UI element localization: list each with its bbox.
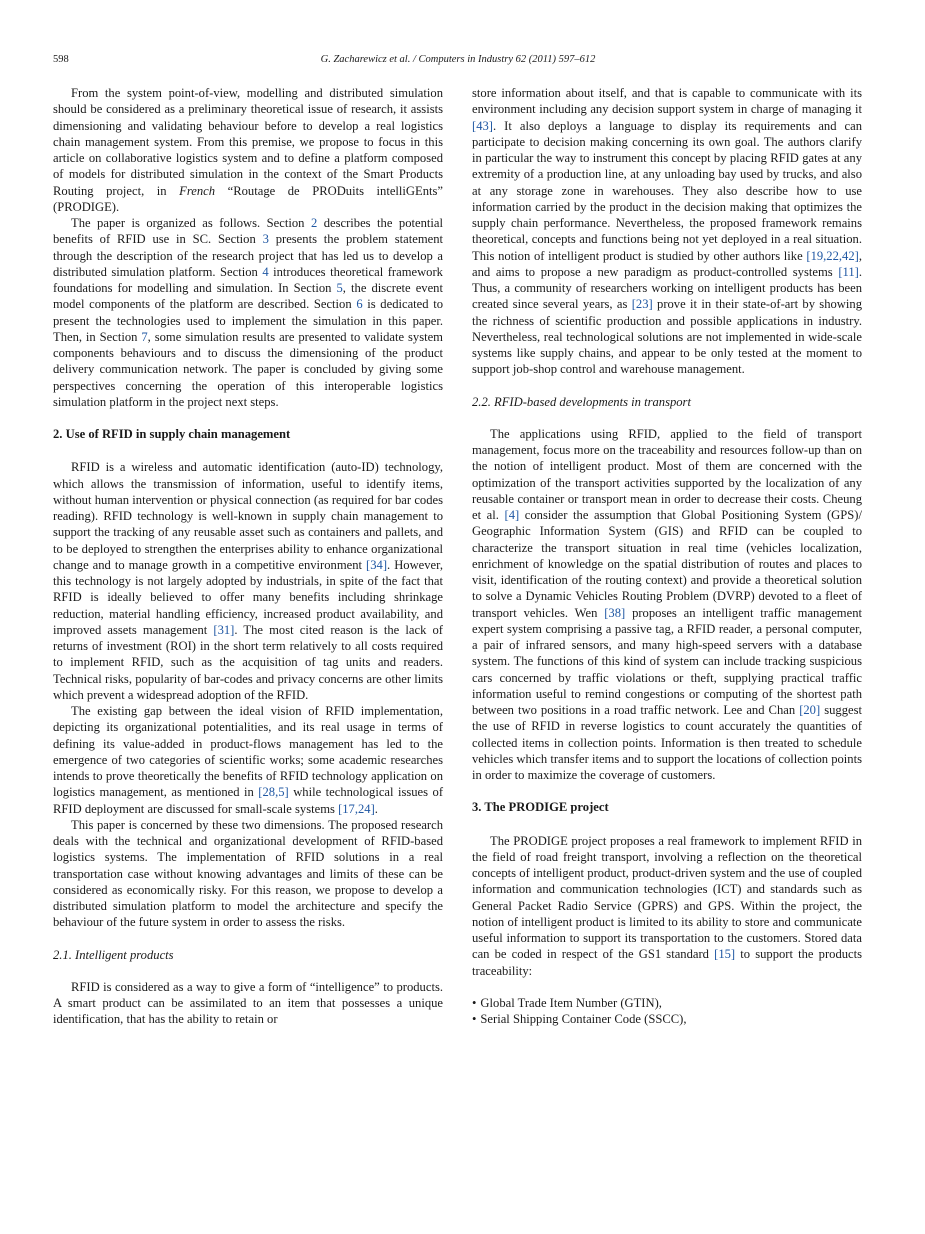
subsection-heading: 2.1. Intelligent products bbox=[53, 947, 174, 962]
paragraph: The existing gap between the ideal vision of RFID implementation, depicting its organizational potentialities, and its real usage in terms of defining its value-added in product-flows management has led to the emergence of two categories of scientific works; some academic researches intends to prove theoretically the benefits of RFID technology application on logistics management, as mentioned in [28,5] while technological issues of RFID deployment are discussed for small-scale systems [17,24]. bbox=[53, 704, 444, 816]
citation-link[interactable]: [20] bbox=[799, 703, 821, 717]
citation-link[interactable]: [17,24] bbox=[338, 801, 375, 816]
paragraph: From the system point-of-view, modelling and distributed simulation should be considered as a preliminary theoretical issue of research, it assists dimensioning and validating behaviour before to develop a real logistics chain management system. From this premise, we propose to focus in this article on collaborative logistics system and to define a platform composed of models for distributed simulation in the context of the Smart Products Routing project, in French “Routage de PRODuits intelliGEnts” (PRODIGE). bbox=[53, 86, 443, 214]
citation-link[interactable]: [28,5] bbox=[258, 785, 289, 800]
paragraph: RFID is considered as a way to give a form of “intelligence” to products. A smart product can be assimilated to an item that possesses a unique identification, that has the ability to retain or bbox=[53, 979, 443, 1027]
citation-link[interactable]: [23] bbox=[631, 297, 653, 312]
citation-link[interactable]: [34] bbox=[366, 557, 388, 572]
citation-link[interactable]: [19,22,42] bbox=[806, 248, 859, 263]
section-link[interactable]: 6 bbox=[356, 297, 363, 312]
citation-link[interactable]: [15] bbox=[714, 947, 736, 962]
page-number: 598 bbox=[53, 54, 69, 65]
citation-link[interactable]: [4] bbox=[504, 508, 520, 522]
paragraph: The PRODIGE project proposes a real framework to implement RFID in the field of road freight transport, involving a reflection on the theoretical concepts of intelligent product, product-driven system and the use of coupled information and communication technologies (ICT) and standards such as General Packet Radio Service (GPRS) and GPS. Within the project, the notion of intelligent product is limited to its ability to store and communicate useful information to support its transportation to the customers. Stored data can be coded in respect of the GS1 standard [15] to support the products traceability: bbox=[472, 833, 863, 978]
citation-link[interactable]: [43] bbox=[472, 118, 493, 133]
list-item: • Serial Shipping Container Code (SSCC), bbox=[472, 1011, 862, 1027]
paragraph: store information about itself, and that is capable to communicate with its environment including any decision support system in charge of managing it [43]. It also deploys a language to display its requirements and can participate to decision making concerning its own goal. The authors clarify in particular the way to instrument this concept by placing RFID gates at any extremity of a production line, at any unloading bay used by trucks, and also at any storage zone in warehouses. They also describe how to use information carried by the product in the decision making that optimizes the supply chain performance. Nevertheless, the proposed framework remains theoretical, concepts and functions being not yet deployed in a real situation. This notion of intelligent product is studied by other authors like [19,22,42], and aims to propose a new paradigm as product-controlled systems [11]. Thus, a community of researchers working on intelligent products has been created since several years, as [23] prove it in their state-of-art by showing the richness of scientific production and possible applications in industry. Nevertheless, real technological solutions are not implemented in wide-scale systems like supply chains, and appear to be only tested at the moment to support job-shop control and warehouse management. bbox=[472, 86, 862, 377]
left-column bbox=[53, 85, 443, 1028]
section-link[interactable]: 3 bbox=[262, 232, 269, 247]
bullet-list bbox=[472, 995, 862, 1028]
right-column bbox=[472, 85, 862, 1027]
section-link[interactable]: 7 bbox=[141, 329, 148, 344]
citation-link[interactable]: [11] bbox=[838, 264, 859, 279]
paragraph: RFID is a wireless and automatic identification (auto-ID) technology, which allows the transmission of information, useful to identify items, without human intervention or physical connection (as required for bar codes reading). RFID technology is well-known in supply chain management to support the tracking of any reusable asset such as containers and pallets, and to be deployed to strengthen the enterprises ability to enhance organizational change and to manage growth in a competitive environment [34]. However, this technology is not largely adopted by industrials, in spite of the fact that RFID is ideally believed to offer many benefits including shrinkage reduction, material handling efficiency, increased product availability, and improved assets management [31]. The most cited reason is the lack of returns of investment (ROI) in the short term relatively to all costs required to implement RFID, such as the acquisition of tag units and readers. Technical risks, popularity of bar-codes and privacy concerns are other limits which prevent a widespread adoption of the RFID. bbox=[53, 460, 443, 702]
page-header bbox=[53, 54, 863, 70]
paragraph: The applications using RFID, applied to the field of transport management, focus more on the traceability and resources follow-up than on the notion of intelligent product. Most of them are concerned with the optimization of the transport activities supported by the localization of any reusable container or transport mean in order to decrease their costs. Cheung et al. [4] consider the assumption that Global Positioning System (GPS)/ Geographic Information System (GIS) and RFID can be coupled to characterize the transport situation in real time (vehicles localization, enrichment of knowledge on the spatial distribution of routes and places to visit, identification of the routing context) and provide a theoretical solution to solve a Dynamic Vehicles Routing Problem (DVRP) devoted to a fleet of transport vehicles. Wen [38] proposes an intelligent traffic management expert system comprising a passive tag, a RFID reader, a personal computer, a pair of infrared sensors, and many high-speed servers with a database system. The functions of this kind of system can include tracking suspicious cars concerned by traffic violations or theft, supplying practical traffic information useful to remind congestions or computing of the shortest path between two positions in a road traffic network. Lee and Chan [20] suggest the use of RFID in reverse logistics to count accurately the quantities of collected items in collection points. Information is then treated to schedule vehicles which transfer items and to support the locations of collection points in order to maximize the coverage of customers. bbox=[472, 426, 862, 782]
section-link[interactable]: 5 bbox=[336, 281, 343, 295]
section-heading: 3. The PRODIGE project bbox=[472, 800, 609, 815]
list-item: • Global Trade Item Number (GTIN), bbox=[472, 995, 862, 1011]
running-head: G. Zacharewicz et al. / Computers in Industry 62 (2011) 597–612 bbox=[320, 54, 596, 65]
paragraph: The paper is organized as follows. Section 2 describes the potential benefits of RFID use in SC. Section 3 presents the problem statement through the description of the research project that has led us to develop a distributed simulation platform. Section 4 introduces theoretical framework foundations for modelling and simulation. In Section 5, the discrete event model components of the platform are described. Section 6 is dedicated to present the technologies used to implement the simulation in this paper. Then, in Section 7, some simulation results are presented to validate system components behaviours and to discuss the dimensioning of the product delivery communication network. The paper is concluded by giving some perspectives concerning the operation of this interoperable logistics simulation platform in the project next steps. bbox=[53, 216, 444, 409]
section-link[interactable]: 4 bbox=[262, 264, 269, 279]
citation-link[interactable]: [31] bbox=[213, 622, 235, 637]
section-link[interactable]: 2 bbox=[310, 216, 318, 230]
section-heading: 2. Use of RFID in supply chain management bbox=[53, 427, 291, 441]
citation-link[interactable]: [38] bbox=[604, 605, 626, 620]
paragraph: This paper is concerned by these two dimensions. The proposed research deals with the technical and organizational development of RFID-based logistics systems. The implementation of RFID solutions in a real transportation case without knowing advantages and limits of these can be considered as economically risky. For this reason, we propose to develop a distributed simulation platform to model the architecture and specify the behaviour of the future system in order to assess the risks. bbox=[53, 817, 443, 930]
subsection-heading: 2.2. RFID-based developments in transport bbox=[472, 394, 691, 409]
